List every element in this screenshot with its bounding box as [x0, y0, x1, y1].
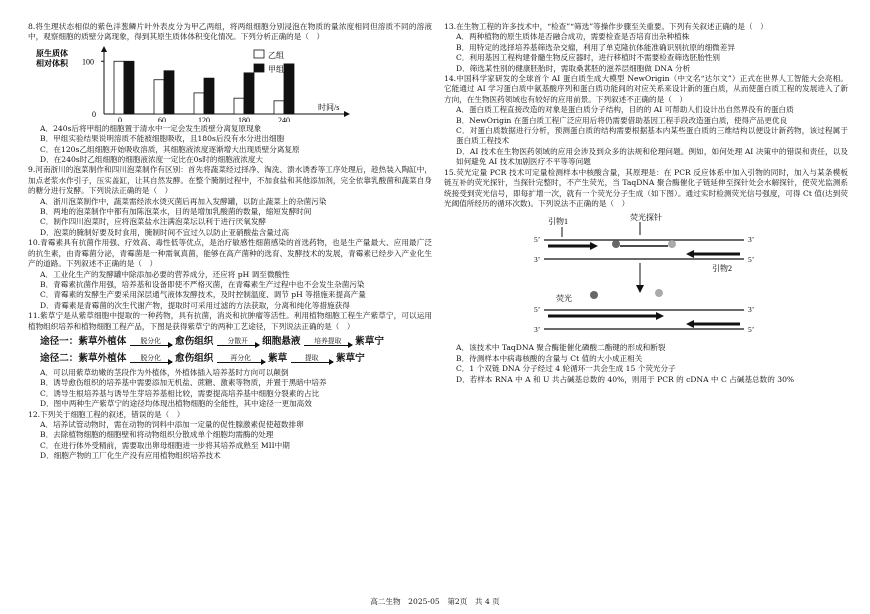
x-tick-label-60: 60 — [158, 115, 166, 122]
end-5-bottom-b: 5’ — [748, 325, 755, 335]
q12-option-b[interactable]: B．去除植物细胞的细胞壁和将动物组织分散成单个细胞均需酶的处理 — [40, 430, 274, 440]
q13-option-b[interactable]: B．用特定的选择培养基筛选杂交瘤，利用了单克隆抗体能准确识别抗原的细微差异 — [456, 42, 735, 52]
route1-node3: 紫草宁 — [355, 335, 384, 347]
q12-option-a[interactable]: A．培养试管动物时，需在动物的饲料中添加一定量的促性腺激素促使超数排卵 — [40, 419, 304, 429]
end-3-bottom-b: 3’ — [534, 325, 541, 335]
route2-node3: 紫草宁 — [335, 352, 365, 364]
x-tick-label-0: 0 — [118, 115, 122, 122]
bar-jia-120 — [204, 78, 214, 114]
q9-option-b[interactable]: B．两地的泡菜制作中都有加陈泡菜水，目的是增加乳酸菌的数量，缩短发酵时间 — [40, 207, 312, 217]
primer1-label: 引物1 — [548, 217, 568, 227]
q9-option-a[interactable]: A．浙川泡菜制作中，蔬菜需经浓水烫灭菌后再加入发酵罐，以防止蔬菜上的杂菌污染 — [40, 196, 327, 206]
q8-option-a[interactable]: A．240s后将甲组的细胞置于清水中一定会发生质壁分离复原现象 — [40, 123, 262, 133]
q12-stem: 12.下列关于细胞工程的叙述，错误的是（ ） — [28, 409, 185, 419]
probe-label: 荧光探针 — [630, 213, 662, 223]
route1-node1: 愈伤组织 — [175, 335, 214, 347]
bar-jia-180 — [244, 73, 254, 114]
q10-option-a[interactable]: A．工业化生产的发酵罐中除添加必要的营养成分，还应将 pH 调至微酸性 — [40, 269, 290, 279]
q8-stem: 8.将生理状态相似的紫色洋葱鳞片叶外表皮分为甲乙两组，将两组细胞分别浸泡在物质的量浓度相同但溶质不同的溶液中，观察细胞的质壁分离现象，得到其原生质体体积变化情况。下列分析正确的是（ ） — [28, 22, 432, 42]
q9-option-d[interactable]: D．泡菜的腌制好要及时食用，腌制时间不宜过久以防止亚硝酸盐含量过高 — [40, 227, 290, 237]
arrow-icon: 脱分化 — [130, 337, 172, 346]
primer2-label: 引物2 — [712, 264, 732, 274]
q14-option-b[interactable]: B．NewOrigin 在蛋白质工程广泛应用后将仍需要借助基因工程手段改造蛋白质，使得产品更优良 — [456, 115, 788, 125]
q14-option-a[interactable]: A．蛋白质工程直接改造的对象是蛋白质分子结构，目的的 AI 可帮助人们设计出自然界没有的蛋白质 — [456, 105, 794, 115]
arrow-icon: 脱分化 — [130, 354, 172, 363]
qpcr-svg — [444, 211, 848, 341]
x-axis-label: 时间/s — [318, 102, 340, 112]
q14-option-c[interactable]: C．对蛋白质数据进行分析，预测蛋白质的结构需要根据基本内某些蛋白质的三维结构以便设计新药物，该过程属于蛋白质工程技术 — [456, 126, 848, 146]
q11-option-c[interactable]: C．诱导生根培养基与诱导生芽培养基相比较，需要提高培养基中细胞分裂素的占比 — [40, 388, 320, 398]
arrow-icon: 分散开 — [217, 337, 259, 346]
route1-start: 途径一：紫草外植体 — [40, 335, 127, 347]
reporter-icon — [612, 240, 620, 248]
right-column — [444, 22, 848, 385]
q10-option-d[interactable]: D．青霉素是青霉菌的次生代谢产物，提取时可采用过滤的方法获取，分离和纯化等措施获得 — [40, 300, 350, 310]
x-tick-label-120: 120 — [198, 115, 210, 122]
q8-option-b[interactable]: B．甲组实验结果说明溶质不能被细胞吸收，且180s后没有水分进出细胞 — [40, 134, 285, 144]
q13-option-d[interactable]: D．筛选某性别的健康胚胎时，需取桑葚胚的滋养层细胞做 DNA 分析 — [456, 63, 691, 73]
legend-label-0: 乙组 — [268, 50, 284, 60]
q11-option-b[interactable]: B．诱导愈伤组织的培养基中需要添加无机盐、蔗糖、激素等物质，并置于黑暗中培养 — [40, 378, 327, 388]
route2-node1: 愈伤组织 — [175, 352, 214, 364]
released-reporter-icon — [590, 291, 598, 299]
q13-option-c[interactable]: C．利用基因工程构建骨髓生物反应器时，进行移植时不需要检查筛选胚胎性别 — [456, 53, 720, 63]
y-tick-label-0: 0 — [92, 109, 96, 119]
q15-option-b[interactable]: B．待测样本中病毒核酸的含量与 Ct 值的大小成正相关 — [456, 353, 643, 363]
q15-option-d[interactable]: D．若样本 RNA 中 A 和 U 共占碱基总数的 40%，则用于 PCR 的 cDNA 中 C 占碱基总数的 30% — [456, 374, 795, 384]
q9-stem: 9.河南浙川的泡菜制作和四川泡菜制作有区别：首先将蔬菜经过择净、淘洗、溃水诱香等工序处理后，趁热装入陶缸中，加点老浆水作引子，压实盖缸，让其自然发酵。在整个腌制过程中，不加食盐和其他添加剂，完全依靠乳酸菌和蔬菜自身的糖分进行发酵。下列说法正确的是（ ） — [28, 165, 432, 196]
arrow-icon — [101, 46, 107, 52]
fluor-label: 荧光 — [556, 294, 572, 304]
q12-option-d[interactable]: D．细胞产物的工厂化生产没有应用植物组织培养技术 — [40, 451, 221, 461]
arrow-icon — [636, 285, 644, 293]
y-tick-label-100: 100 — [82, 57, 94, 67]
quencher-icon — [668, 240, 676, 248]
q15-stem: 15.荧光定量 PCR 技术可定量检测样本中核酸含量，其原理是：在 PCR 反应体系中加入引物的同时，加入与某条模板链互补的荧光探针，当探针完整时，不产生荧光，当 TaqDNA 聚合酶催化子链延伸至探针处会水解探针，使荧光监测系统接受到荧光信号，即每扩增一次，就有一个荧光分子生成（如下图）。通过实时检测荧光信号强度，可得 Ct 值(达到荧光阈值所经历的循环次数)。下列说法不正确的是（ ） — [444, 167, 848, 208]
q8-chart-svg — [28, 44, 432, 122]
q13-stem: 13.在生物工程的许多技术中，“检查”“筛选”等操作步骤至关重要。下列有关叙述正确的是（ ） — [444, 22, 768, 31]
q14-stem: 14.中国科学家研发的全球首个 AI 蛋白质生成大模型 NewOrigin（中文名“达尔文”）正式在世界人工智能大会亮相。它能通过 AI 学习蛋白质中氨基酸序列和蛋白质功能间的对应关系来设计新的蛋白质，从而使蛋白质工程的发展进入了新方向，在生物医药领域也有较好的应用前景。下列叙述不正确的是（ ） — [444, 74, 848, 104]
y-axis-label-line1: 原生质体 — [36, 48, 68, 58]
bar-yi-180 — [234, 98, 244, 114]
q10-option-b[interactable]: B．青霉素抗菌作用强，培养基和设备即使不严格灭菌，在青霉素生产过程中也不会发生杂菌污染 — [40, 279, 365, 289]
route2-node2: 紫草 — [268, 352, 288, 364]
legend-swatch-1 — [254, 64, 264, 72]
x-tick-label-180: 180 — [238, 115, 250, 122]
x-tick-label-240: 240 — [278, 115, 290, 122]
qpcr-diagram — [444, 211, 848, 341]
q15-option-a[interactable]: A．该技术中 TaqDNA 聚合酶能催化磷酸二酯键的形成和断裂 — [456, 343, 666, 353]
route2-start: 途径二：紫草外植体 — [40, 352, 127, 364]
bar-yi-240 — [274, 101, 284, 114]
left-column — [28, 22, 432, 462]
end-5-bottom-a: 5’ — [534, 305, 541, 315]
q10-stem: 10.青霉素具有抗菌作用强、疗效高、毒性低等优点，是治疗敏感性细菌感染的首选药物，也是生产量最大、应用最广泛的抗生素，由青霉菌分泌，青霉菌是一种需氧真菌，能够在高产菌种的选育、发酵技术的发展，青霉素已经步入产业化生产的道路。下列叙述不正确的是（ ） — [28, 238, 432, 269]
end-3-bottom-a: 3’ — [748, 305, 755, 315]
released-quencher-icon — [655, 289, 663, 297]
bar-yi-0 — [114, 61, 124, 114]
arrow-icon — [686, 320, 694, 328]
bar-yi-120 — [194, 93, 204, 114]
q14-option-d[interactable]: D．AI 技术在生物医药领域的应用会涉及到众多的法规和伦理问题。例如，如何处理 AI 决策中的错误和责任，以及如何避免 AI 技术加剧医疗不平等等问题 — [456, 146, 848, 167]
q11-route-2 — [40, 351, 432, 366]
legend-swatch-0 — [254, 50, 264, 58]
bar-yi-60 — [154, 80, 164, 114]
bar-jia-0 — [124, 61, 134, 114]
route1-node2: 细胞悬液 — [262, 335, 301, 347]
q11-route-1 — [40, 334, 432, 349]
arrow-icon: 再分化 — [217, 354, 265, 363]
q8-option-c[interactable]: C．在120s乙组细胞开始吸收溶质，其细胞液浓度逐渐增大出现质壁分离复原 — [40, 144, 300, 154]
page-footer: 高二生物 2025-05 第2页 共 4 页 — [370, 597, 500, 606]
arrow-icon: 培养提取 — [304, 337, 352, 346]
q11-stem: 11.紫草宁是从紫草细胞中提取的一种药物，具有抗菌，消炎和抗肿瘤等活性。利用植物细胞工程生产紫草宁，可以运用植物组织培养和植物细胞工程产品，下图是获得紫草宁的两种工艺途径，下列说法正确的是（ ） — [28, 311, 432, 331]
q10-option-c[interactable]: C．青霉素的发酵生产要采用深层通气液体发酵技术，及时控制温度、调节 pH 等措施来提高产量 — [40, 290, 366, 300]
q13-option-a[interactable]: A．两种植物的原生质体是否融合成功，需要检查是否培育出杂种植株 — [456, 32, 690, 42]
arrow-icon — [656, 312, 664, 320]
q15-option-c[interactable]: C．1 个双链 DNA 分子经过 4 轮循环一共会生成 15 个荧光分子 — [456, 364, 676, 374]
end-5-top: 5’ — [534, 235, 541, 245]
q12-option-c[interactable]: C．在进行体外受精前，需要取出卵母细胞进一步将其培养成熟至 MII中期 — [40, 440, 290, 450]
legend-label-1: 甲组 — [268, 64, 284, 74]
bar-jia-240 — [284, 64, 294, 114]
arrow-icon — [686, 250, 694, 258]
arrow-icon — [344, 111, 350, 117]
end-3-left: 3’ — [534, 255, 541, 265]
arrow-icon — [590, 242, 598, 250]
q9-option-c[interactable]: C．制作四川泡菜时，应将泡菜盐水注满泡菜坛以利于进行厌氧发酵 — [40, 217, 267, 227]
arrow-icon: 提取 — [291, 354, 333, 363]
q8-bar-chart — [28, 44, 432, 122]
q8-option-d[interactable]: D．在240s时乙组细胞的细胞液浓度一定比在0s时的细胞液浓度大 — [40, 155, 264, 165]
end-5-right: 5’ — [748, 255, 755, 265]
end-3-top: 3’ — [748, 235, 755, 245]
q11-option-d[interactable]: D．图中两种生产紫草宁的途径均体现出植物细胞的全能性，其中途径一更加高效 — [40, 399, 312, 409]
q11-option-a[interactable]: A．可以用紫草幼嫩的茎段作为外植体，外植体插入培养基时方向可以颠倒 — [40, 367, 289, 377]
bar-jia-60 — [164, 71, 174, 114]
y-axis-label-line2: 相对体积 — [36, 58, 68, 68]
